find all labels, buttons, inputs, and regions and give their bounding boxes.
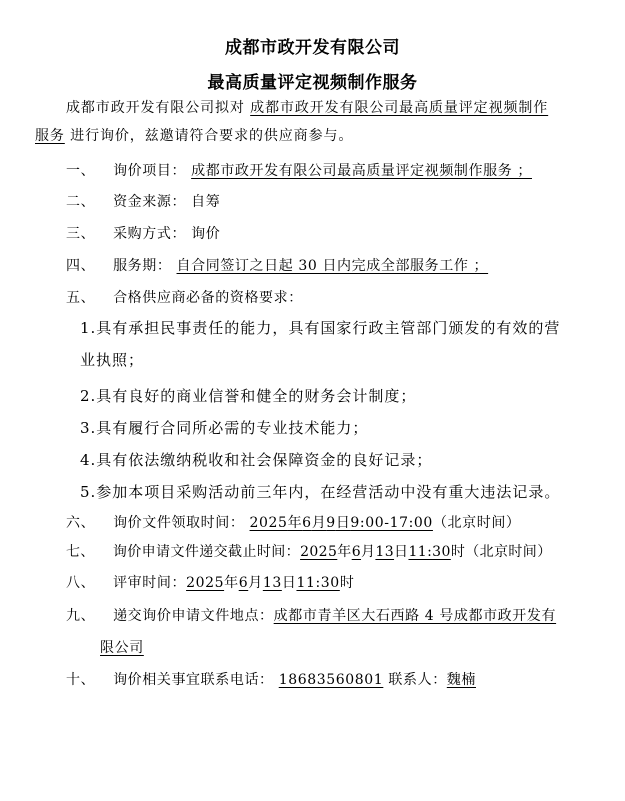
requirement-3: 3.具有履行合同所必需的专业技术能力； <box>80 419 369 437</box>
requirement-1-line-2: 业执照； <box>80 351 145 369</box>
item-label: 询价文件领取时间： <box>113 515 245 531</box>
date-day-unit: 日 <box>335 515 351 531</box>
date-month: 6 <box>302 515 312 531</box>
item-submission-location <box>66 606 556 626</box>
document-title-service: 最高质量评定视频制作服务 <box>207 73 418 93</box>
item-number: 五、 <box>66 290 96 306</box>
date-year-unit: 年 <box>287 515 303 531</box>
item-label: 评审时间： <box>113 575 187 591</box>
item-label: 资金来源： <box>113 194 187 210</box>
time-value: 11:30 <box>408 544 451 560</box>
item-label: 询价申请文件递交截止时间： <box>112 544 301 560</box>
item-number: 二、 <box>66 194 96 210</box>
contact-label: 联系人： <box>388 672 447 688</box>
address-value: 成都市青羊区大石西路 4 号成都市政开发有 <box>273 608 557 624</box>
item-label: 采购方式： <box>113 226 187 242</box>
intro-project-name: 成都市政开发有限公司最高质量评定视频制作 <box>250 100 549 116</box>
item-number: 一、 <box>66 163 96 179</box>
item-number: 十、 <box>66 672 96 688</box>
intro-text: 成都市政开发有限公司拟对 <box>66 100 245 116</box>
intro-line-1 <box>66 98 548 118</box>
item-label: 递交询价申请文件地点： <box>113 608 274 624</box>
address-value-cont: 限公司 <box>100 640 144 656</box>
item-value: 自筹 <box>191 194 221 210</box>
date-day-unit: 日 <box>394 544 409 560</box>
contact-phone: 18683560801 <box>278 672 384 688</box>
item-label: 询价相关事宜联系电话： <box>113 672 274 688</box>
date-month-unit: 月 <box>311 515 327 531</box>
item-document-collection-time <box>66 513 521 533</box>
item-inquiry-project <box>66 161 532 181</box>
date-year: 2025 <box>186 575 225 591</box>
requirement-4: 4.具有依法缴纳税收和社会保障资金的良好记录； <box>80 451 433 469</box>
item-value: 自合同签订之日起 30 日内完成全部服务工作 ； <box>176 258 489 274</box>
requirement-2: 2.具有良好的商业信誉和健全的财务会计制度； <box>80 387 417 405</box>
requirement-5: 5.参加本项目采购活动前三年内，在经营活动中没有重大违法记录。 <box>80 483 561 501</box>
date-day: 13 <box>375 544 395 560</box>
date-month: 6 <box>351 544 362 560</box>
item-number: 七、 <box>66 544 95 560</box>
date-month: 6 <box>238 575 249 591</box>
item-label: 服务期： <box>113 258 172 274</box>
date-year-unit: 年 <box>337 544 352 560</box>
intro-text-cont: 进行询价，兹邀请符合要求的供应商参与。 <box>70 128 354 144</box>
item-number: 八、 <box>66 575 96 591</box>
date-day: 9 <box>326 515 336 531</box>
time-range: 9:00-17:00 <box>350 515 433 531</box>
intro-line-2 <box>35 126 353 146</box>
time-value: 11:30 <box>296 575 340 591</box>
item-number: 九、 <box>66 608 96 624</box>
item-supplier-requirements <box>66 288 303 308</box>
document-title-company: 成都市政开发有限公司 <box>225 38 400 58</box>
date-day-unit: 日 <box>281 575 297 591</box>
item-value: 成都市政开发有限公司最高质量评定视频制作服务 ； <box>191 163 532 179</box>
item-submission-location-cont <box>100 638 144 658</box>
item-fund-source <box>66 192 220 212</box>
item-submission-deadline <box>66 542 552 562</box>
date-month-unit: 月 <box>361 544 376 560</box>
item-label: 询价项目： <box>113 163 187 179</box>
item-number: 四、 <box>66 258 96 274</box>
date-month-unit: 月 <box>248 575 263 591</box>
time-suffix: 时 <box>339 575 355 591</box>
item-number: 三、 <box>66 226 96 242</box>
item-contact-info <box>66 670 476 690</box>
intro-project-name-cont: 服务 <box>35 128 65 144</box>
requirement-1-line-1: 1.具有承担民事责任的能力，具有国家行政主管部门颁发的有效的营 <box>80 319 561 337</box>
date-year: 2025 <box>300 544 338 560</box>
item-review-time <box>66 573 354 593</box>
time-zone: （北京时间） <box>432 515 521 531</box>
contact-name: 魏楠 <box>446 672 476 688</box>
item-label: 合格供应商必备的资格要求： <box>113 290 303 306</box>
item-value: 询价 <box>191 226 221 242</box>
item-number: 六、 <box>66 515 96 531</box>
date-day: 13 <box>262 575 282 591</box>
item-procurement-method <box>66 224 220 244</box>
item-service-period <box>66 256 488 276</box>
date-year: 2025 <box>249 515 288 531</box>
date-year-unit: 年 <box>224 575 239 591</box>
time-zone: 时（北京时间） <box>450 544 552 560</box>
